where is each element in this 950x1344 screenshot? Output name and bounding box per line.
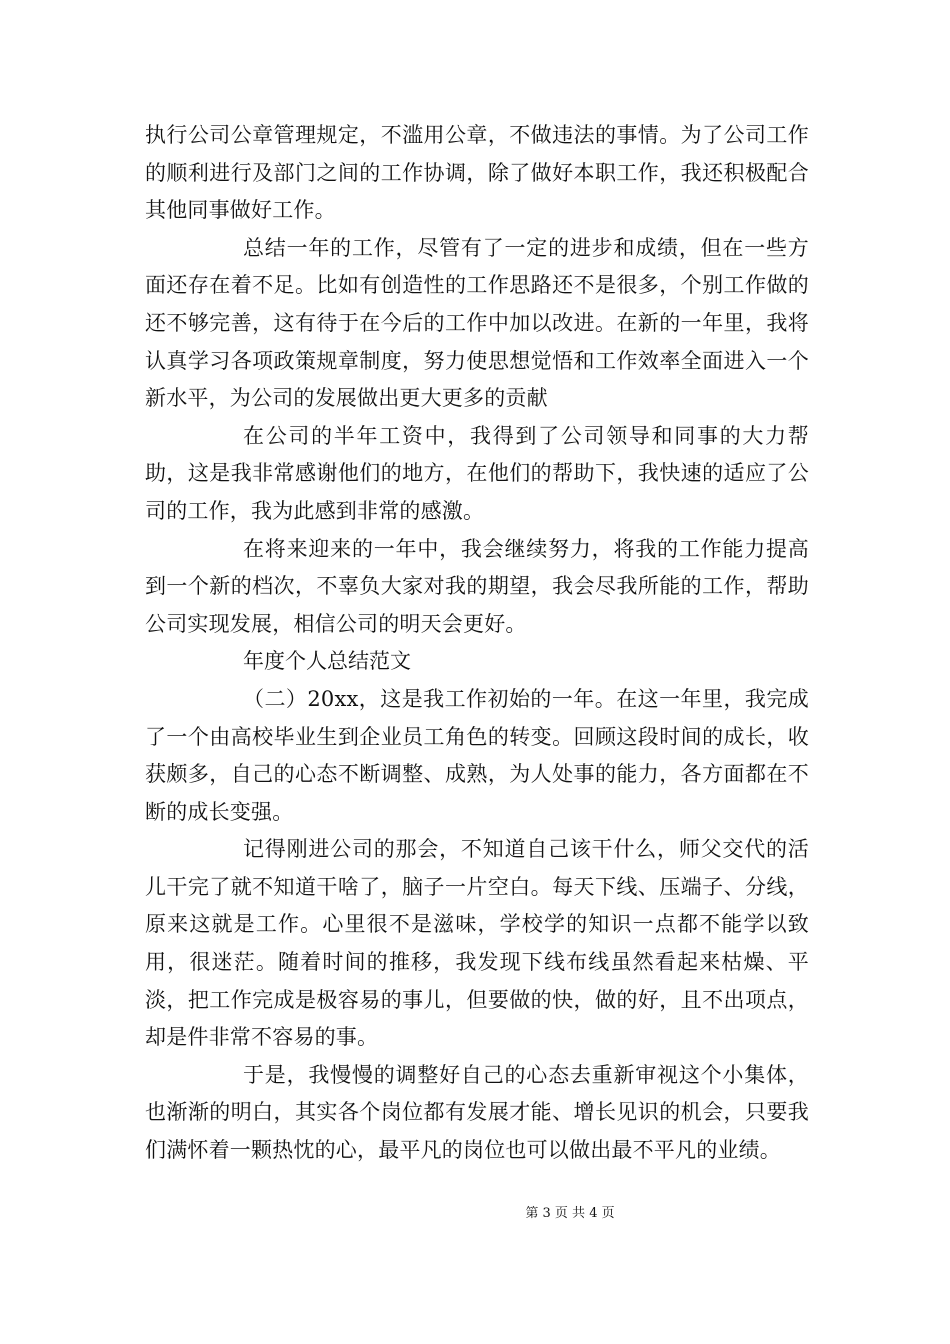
paragraph-7: 记得刚进公司的那会，不知道自己该干什么，师父交代的活儿干完了就不知道干啥了，脑子一片空白。每天下线、压端子、分线，原来这就是工作。心里很不是滋味，学校学的知识一点都不能学以致用，很迷茫。随着时间的推移，我发现下线布线虽然看起来枯燥、平淡，把工作完成是极容易的事儿，但要做的快，做的好，且不出项点，却是件非常不容易的事。 (145, 837, 809, 1050)
paragraph-4: 在将来迎来的一年中，我会继续努力，将我的工作能力提高到一个新的档次，不辜负大家对我的期望，我会尽我所能的工作，帮助公司实现发展，相信公司的明天会更好。 (145, 536, 809, 636)
paragraph-2: 总结一年的工作，尽管有了一定的进步和成绩，但在一些方面还存在着不足。比如有创造性的工作思路还不是很多，个别工作做的还不够完善，这有待于在今后的工作中加以改进。在新的一年里，我将认真学习各项政策规章制度，努力使思想觉悟和工作效率全面进入一个新水平，为公司的发展做出更大更多的贡献 (145, 235, 809, 411)
paragraph-3: 在公司的半年工资中，我得到了公司领导和同事的大力帮助，这是我非常感谢他们的地方，在他们的帮助下，我快速的适应了公司的工作，我为此感到非常的感激。 (145, 423, 809, 523)
paragraph-1: 执行公司公章管理规定，不滥用公章，不做违法的事情。为了公司工作的顺利进行及部门之间的工作协调，除了做好本职工作，我还积极配合其他同事做好工作。 (145, 123, 809, 223)
document-body (145, 117, 809, 1170)
section-heading: 年度个人总结范文 (243, 649, 411, 674)
paragraph-6: （二）20xx，这是我工作初始的一年。在这一年里，我完成了一个由高校毕业生到企业员工角色的转变。回顾这段时间的成长，收获颇多，自己的心态不断调整、成熟，为人处事的能力，各方面都在不断的成长变强。 (145, 686, 809, 824)
paragraph-8: 于是，我慢慢的调整好自己的心态去重新审视这个小集体，也渐渐的明白，其实各个岗位都有发展才能、增长见识的机会，只要我们满怀着一颗热忱的心，最平凡的岗位也可以做出最不平凡的业绩。 (145, 1062, 809, 1163)
page-number-footer: 第 3 页 共 4 页 (525, 1206, 615, 1221)
